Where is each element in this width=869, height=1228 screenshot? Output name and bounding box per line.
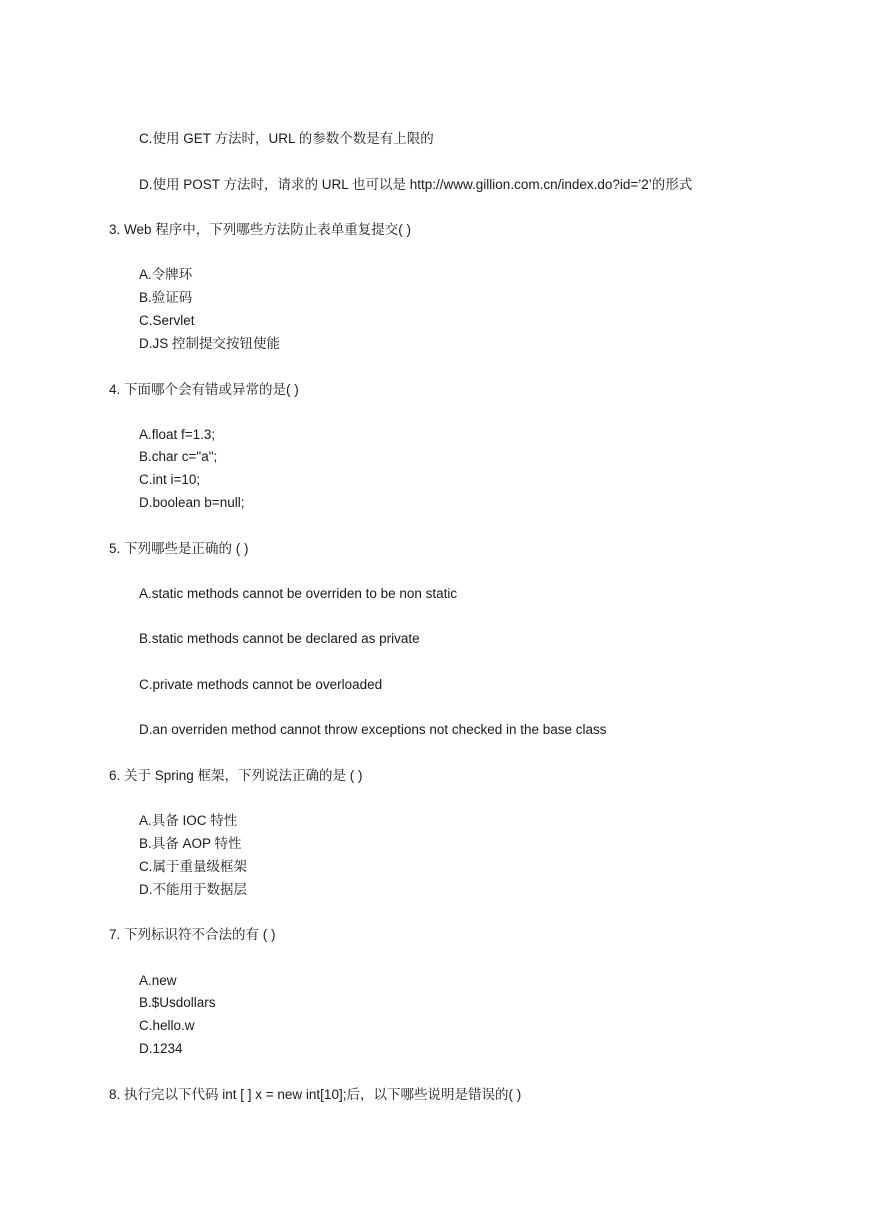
- q5-option-c: C.private methods cannot be overloaded: [139, 677, 383, 692]
- option-d-prev: D.使用 POST 方法时，请求的 URL 也可以是 http://www.gillion.com.cn/index.do?id=’2’的形式: [139, 177, 693, 192]
- q6-option-c: C.属于重量级框架: [139, 859, 247, 874]
- question-4: 4. 下面哪个会有错或异常的是( ): [109, 382, 299, 397]
- option-c-prev: C.使用 GET 方法时，URL 的参数个数是有上限的: [139, 131, 434, 146]
- q5-option-d: D.an overriden method cannot throw exceptions not checked in the base class: [139, 722, 607, 737]
- q7-option-c: C.hello.w: [139, 1018, 195, 1033]
- question-7: 7. 下列标识符不合法的有 ( ): [109, 927, 276, 942]
- question-5: 5. 下列哪些是正确的 ( ): [109, 541, 249, 556]
- q5-option-a: A.static methods cannot be overriden to be non static: [139, 586, 458, 601]
- q3-option-c: C.Servlet: [139, 313, 195, 328]
- q5-option-b: B.static methods cannot be declared as private: [139, 631, 420, 646]
- question-8: 8. 执行完以下代码 int [ ] x = new int[10];后，以下哪些说明是错误的( ): [109, 1087, 522, 1102]
- question-6: 6. 关于 Spring 框架，下列说法正确的是 ( ): [109, 768, 363, 783]
- q4-option-a: A.float f=1.3;: [139, 427, 216, 442]
- q3-option-b: B.验证码: [139, 290, 193, 305]
- q7-option-a: A.new: [139, 973, 177, 988]
- question-3: 3. Web 程序中，下列哪些方法防止表单重复提交( ): [109, 222, 412, 237]
- q6-option-b: B.具备 AOP 特性: [139, 836, 242, 851]
- q4-option-c: C.int i=10;: [139, 472, 201, 487]
- q7-option-d: D.1234: [139, 1041, 183, 1056]
- q6-option-a: A.具备 IOC 特性: [139, 813, 238, 828]
- q7-option-b: B.$Usdollars: [139, 995, 216, 1010]
- q6-option-d: D.不能用于数据层: [139, 882, 247, 897]
- q4-option-b: B.char c="a";: [139, 449, 218, 464]
- q3-option-d: D.JS 控制提交按钮使能: [139, 336, 281, 351]
- q4-option-d: D.boolean b=null;: [139, 495, 245, 510]
- q3-option-a: A.令牌环: [139, 267, 193, 282]
